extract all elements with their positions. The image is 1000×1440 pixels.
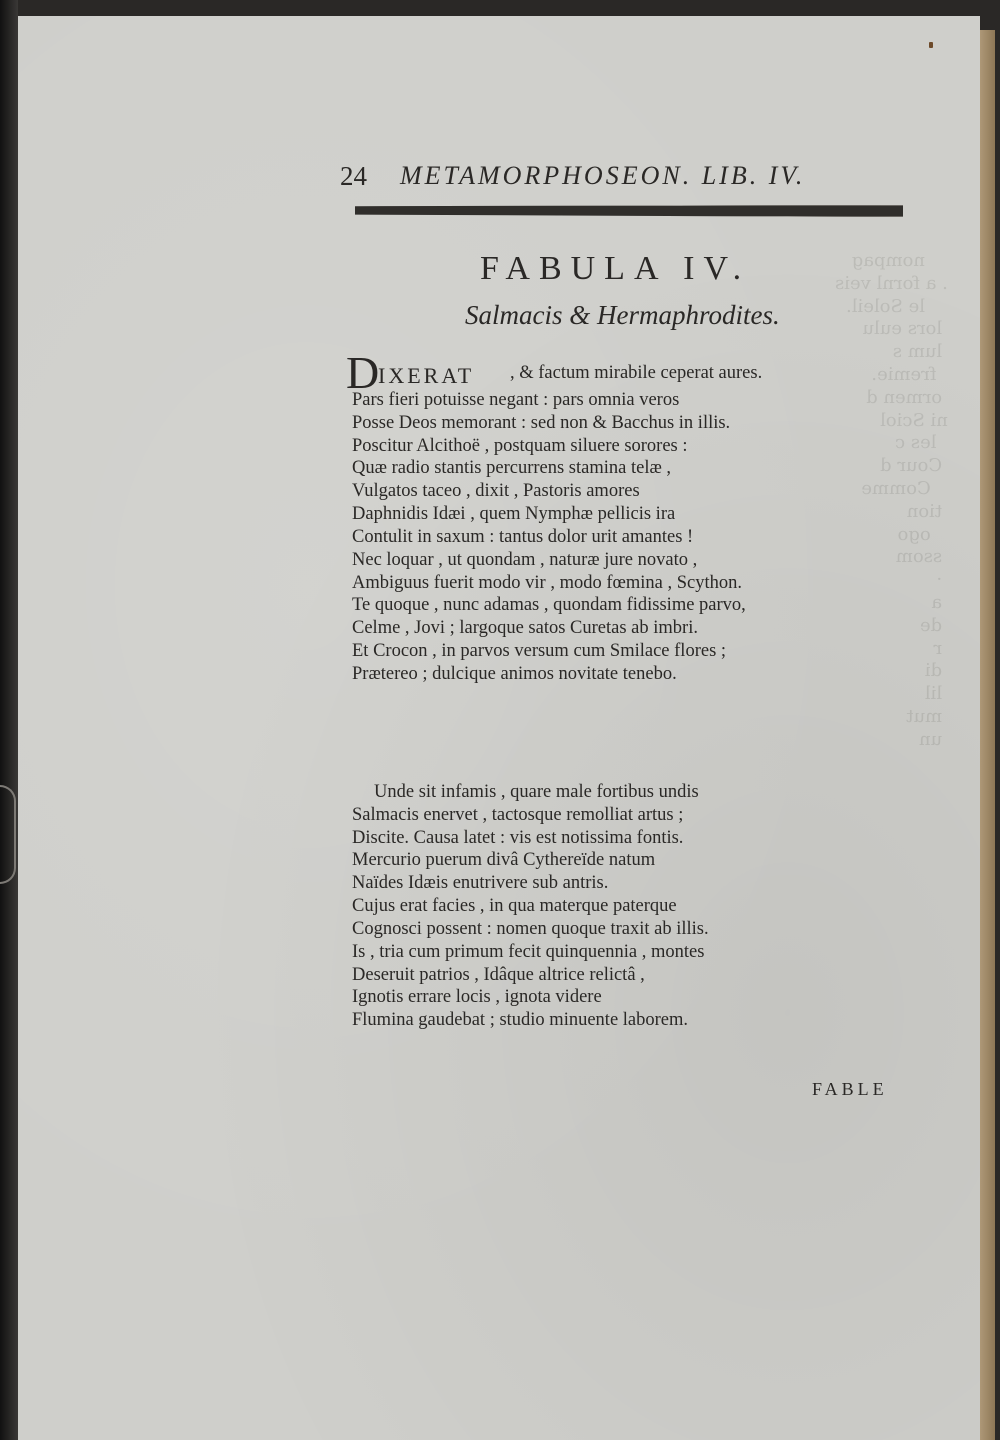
page-number: 24 xyxy=(340,161,367,191)
verse-line: Cujus erat facies , in qua materque paterque xyxy=(352,896,677,917)
page-header xyxy=(340,158,910,194)
verse-line: Celme , Jovi ; largoque satos Curetas ab imbri. xyxy=(352,618,698,639)
catchword: FABLE xyxy=(812,1079,888,1099)
show-through-text: nompag . a fornl veis le Soleil. lors eulu lum s fremie. ormen d ni Sciol les c Cour d Comme tion ogo ssom · a de r di lil mut un xyxy=(835,250,948,750)
verse-line: Contulit in saxum : tantus dolor urit amantes ! xyxy=(352,526,694,547)
verse-line: Salmacis enervet , tactosque remolliat artus ; xyxy=(352,804,684,825)
verse-line: Prætereo ; dulcique animos novitate tenebo. xyxy=(352,663,677,684)
verse-line: Posse Deos memorant : sed non & Bacchus in illis. xyxy=(352,412,731,433)
binding-shadow xyxy=(0,0,18,1440)
page-clip xyxy=(0,785,16,884)
verse-line: Pars fieri potuisse negant : pars omnia veros xyxy=(352,390,680,410)
fable-title: FABULA IV. xyxy=(480,250,751,287)
first-word-small-caps: IXERAT xyxy=(378,363,475,388)
verse-stanza-1 xyxy=(352,389,862,686)
fable-subtitle: Salmacis & Hermaphrodites. xyxy=(465,300,780,330)
verse-stanza-2 xyxy=(352,781,862,1032)
verse-line: Cognosci possent : nomen quoque traxit ab illis. xyxy=(352,918,709,939)
verse-line: Ignotis errare locis , ignota videre xyxy=(352,987,602,1008)
verse-line: Ambiguus fuerit modo vir , modo fœmina , Scython. xyxy=(352,572,743,593)
verse-line: Quæ radio stantis percurrens stamina telæ , xyxy=(352,458,672,479)
verse-line: Vulgatos taceo , dixit , Pastoris amores xyxy=(352,481,640,502)
running-head: METAMORPHOSEON. LIB. IV. xyxy=(400,161,806,190)
verse-line: Te quoque , nunc adamas , quondam fidissime parvo, xyxy=(352,595,746,616)
verse-line: Mercurio puerum divâ Cythereïde natum xyxy=(352,850,656,871)
verse-line: Poscitur Alcithoë , postquam siluere sorores : xyxy=(352,435,688,456)
verse-line: Naïdes Idæis enutrivere sub antris. xyxy=(352,873,609,894)
verse-line: Deseruit patrios , Idâque altrice relictâ , xyxy=(352,964,645,985)
verse-line: Nec loquar , ut quondam , naturæ jure novato , xyxy=(352,549,698,570)
drop-cap: D xyxy=(346,347,380,398)
verse-line: Daphnidis Idæi , quem Nymphæ pellicis ira xyxy=(352,504,676,525)
verse-line: Et Crocon , in parvos versum cum Smilace flores ; xyxy=(352,641,727,662)
verse-line: Is , tria cum primum fecit quinquennia , montes xyxy=(352,941,705,962)
verse-line: Flumina gaudebat ; studio minuente laborem. xyxy=(352,1010,689,1031)
verse-line: Unde sit infamis , quare male fortibus undis xyxy=(374,782,699,802)
verse-line: Discite. Causa latet : vis est notissima fontis. xyxy=(352,827,684,848)
ink-spot xyxy=(929,42,933,48)
first-line-text: , & factum mirabile ceperat aures. xyxy=(510,363,763,383)
